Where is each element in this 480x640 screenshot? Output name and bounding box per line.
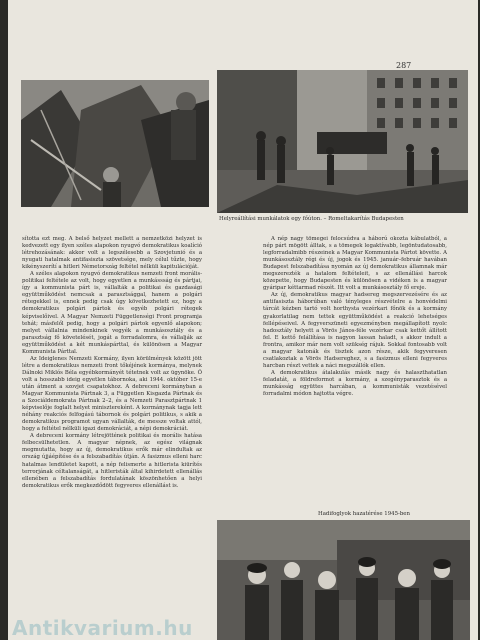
book-page [8, 0, 478, 640]
page-number: 287 [396, 61, 412, 70]
right-column [263, 236, 447, 398]
left-paragraph: sította ezt meg. A belső helyzet mellett a nemzetközi helyzet is kedvezett egy ilyen széles alapokon nyugvó demokratikus koalíció létrehozásának: akkor volt a legszélesebb a Szovjetunió és a nyugati hatalmak antifasiszta szövetsége, mely célul tűzte, hogy kikényszerítí a hitleri Németország feltétel nélküli kapitulációját. [22, 236, 202, 271]
photo-street-clearing [217, 70, 468, 213]
left-paragraph: A széles alapokon nyugvó demokratikus nemzeti front morális-politikai feltétele az volt, hogy egyetlen a munkássság és pártjai, így a kommunista párt is, vállalták a politikai és gazdasági együttműködést nemcsak a parasztsággal, hanem a polgári rétegekkel is, ennek pedig csak úgy következhetett ez, hogy a demokratikus polgári pártok és egyéb polgári rétegek képviselőivel. A Magyar Nemzeti Függetlenségi Front programja tehát; másfelől pedig, hogy a polgári pártok egyenlő alapokon; melyet vállalnia mindenkinek vegyék a munkásosztály és a parasztság fő követelését, jogát a forradalomra, és vállalják az együttműködést a két munkáspárttal, és különösen a Magyar Kommunista Párttal. [22, 271, 202, 355]
left-paragraph: A debreceni kormány létrejöttének politikai és morális hatása felbecsülhetetlen. A magyar népnek, az egész világnak megmutatta, hogy az új, demokratikus erők már elindultak az ország újjáépítése és a felszabadítás útján. A fasizmus elleni harc hatalmas lendületet kapott, a nép felismerte a hitlerista kiürítés terrorjának céltalanságát, a hitleristák által kihirdetett ellenállás ellenében a felszabadítás fordulatának köszönhetően a helyi demokratikus erők megkezdődött fegyveres ellenállást is. [22, 433, 202, 489]
right-paragraph: A demokratikus átalakulás másik nagy és halaszthatatlan feladatát, a földreformot a kormány, a szegényparasztok és a munkásság együttes harcában, a kommunisták vezetésével forradalmi módon hajtotta végre. [263, 369, 447, 398]
right-paragraph: Az új, demokratikus magyar hadsereg megszervezésére és az antifasiszta háborúban való tényleges részvételre a honvédelmi tárcát kézben tartó volt horthysta vezérkari főnök és a kormány gyakorlatilag nem tettek együttműködést a reakció lehetséges fellépéseivel. A fegyverszüneti egyezményben megállapított nyolc hadosztály helyett a Vörös János-féle vezérkar csak kettőt állított fel. E kettő felállítása is nagyon lassan haladt, s akkor indult a frontra, amikor már nem volt szükség rájuk. Sokkal fontosabb volt a magyar katonák és tisztek azon része, akik fegyveresen csatlakoztak a Vörös Hadsereghez, s a fasizmus elleni fegyveres harcban részt vettek a náci megszállók ellen. [263, 292, 447, 369]
photo-rubble [21, 80, 209, 207]
photo-refugees [217, 520, 470, 640]
left-column [22, 236, 202, 490]
caption-top: Helyreállítási munkálatok egy főúton. – Romeltakarítás Budapesten [219, 216, 404, 222]
left-paragraph: Az Ideiglenes Nemzeti Kormány, ilyen körülmények között jött létre a demokratikus nemzeti front tőkéjének kormánya, melynek Dálnoki Miklós Béla egyébkormányét tétetnek volt az ügynöke. Ő volt a hosszabb ideig egyetlen tábornoka, aki 1944. október 15-e után átment a szovjet csapatokhoz. A debreceni kormányban a Magyar Kommunista Pártnak 3, a Független Kisgazda Pártnak és a Szociáldemokrata Pártnak 2–2, és a Nemzeti Parasztpártnak 1 képviselője foglalt helyet minisztereként. A kormánynak tagja lett néhány reakciós felfogású tábornok és polgári politikus, s akik a demokratikus programot ugyan vállalták, de messze voltak attól, hogy a feltétel nélküli igazi demokráciát, a népi demokráciát. [22, 355, 202, 433]
caption-bottom: Hadifoglyok hazatérése 1945-ben [318, 511, 410, 517]
watermark-logo: Antikvarium.hu [12, 616, 193, 640]
right-paragraph: A nép nagy tömegei felocsúdva a háború okozta kábulatból, a nép párt mögött álltak, s a tömegek legaktívabb, legöntudatosabb, legforradalmibb részeinek a Magyar Kommunista Pártot követte. A munkásosztály régi és új, jogok és 1945. január–február havában Budapest felszabadítása nyomán az új demokratikus államnak már megszerezték a hatalom feltételeit, s az ellenállási harcok közepette, hogy Budapesten és különösen a vidéken is a magyar gyáripar kéttarmad részét. Itt volt a munkásosztály fő ereje. [263, 236, 447, 292]
